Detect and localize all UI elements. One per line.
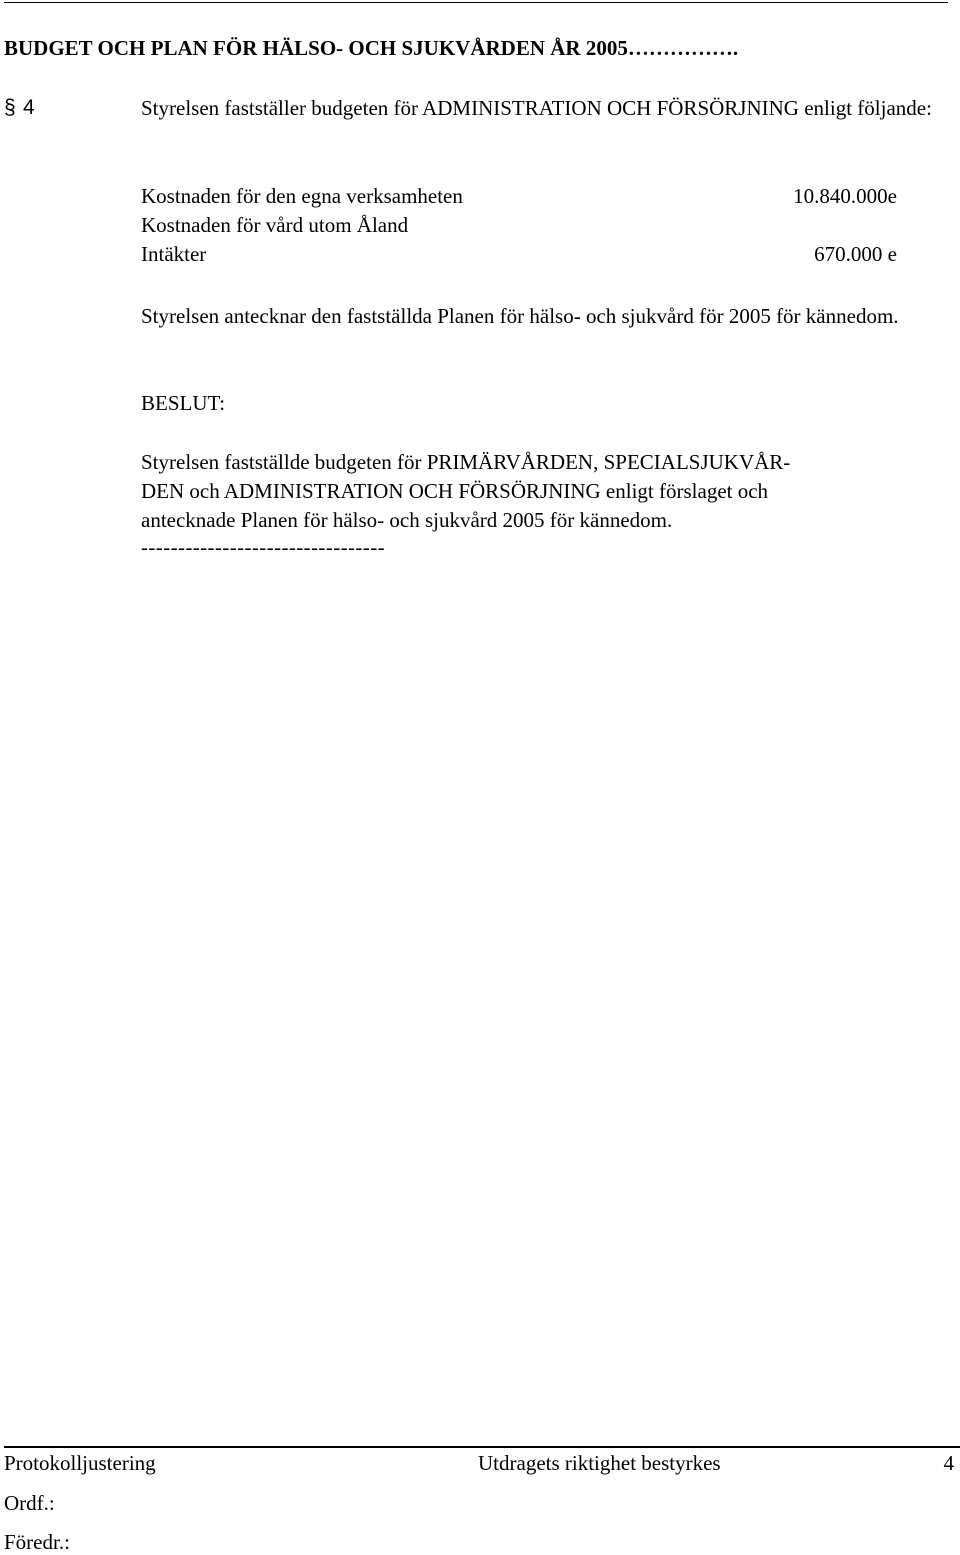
cost-label: Kostnaden för den egna verksamheten — [141, 184, 463, 208]
decision-line: antecknade Planen för hälso- och sjukvård 2005 för kännedom. — [141, 508, 673, 532]
footer-ordf-label: Ordf.: — [4, 1491, 55, 1515]
decision-paragraph — [141, 448, 941, 535]
top-rule — [4, 2, 948, 3]
page-number: 4 — [943, 1451, 954, 1475]
cost-row — [141, 182, 901, 211]
cost-row — [141, 211, 901, 240]
cost-amount: 10.840.000e — [793, 184, 897, 208]
footer-certification: Utdragets riktighet bestyrkes — [478, 1451, 721, 1475]
cost-label: Intäkter — [141, 242, 207, 266]
cost-table — [141, 182, 901, 269]
footer-foredr-label: Föredr.: — [4, 1530, 70, 1554]
section-number: 4 — [23, 96, 35, 119]
document-heading: BUDGET OCH PLAN FÖR HÄLSO- OCH SJUKVÅRDEN ÅR 2005……………. — [4, 36, 739, 60]
footer-rule — [4, 1446, 960, 1448]
note-paragraph: Styrelsen antecknar den fastställda Planen för hälso- och sjukvård för 2005 för kännedom. — [141, 304, 899, 328]
section-sign: § — [4, 96, 16, 119]
separator-dashes: --------------------------------- — [141, 535, 385, 559]
footer-protokolljustering: Protokolljustering — [4, 1451, 156, 1475]
cost-amount: 670.000 e — [814, 242, 897, 266]
beslut-label: BESLUT: — [141, 391, 226, 415]
cost-row — [141, 240, 901, 269]
decision-line: Styrelsen fastställde budgeten för PRIMÄRVÅRDEN, SPECIALSJUKVÅR- — [141, 450, 791, 474]
intro-paragraph: Styrelsen fastställer budgeten för ADMINISTRATION OCH FÖRSÖRJNING enligt följande: — [141, 96, 932, 120]
cost-label: Kostnaden för vård utom Åland — [141, 213, 409, 237]
decision-line: DEN och ADMINISTRATION OCH FÖRSÖRJNING enligt förslaget och — [141, 479, 769, 503]
